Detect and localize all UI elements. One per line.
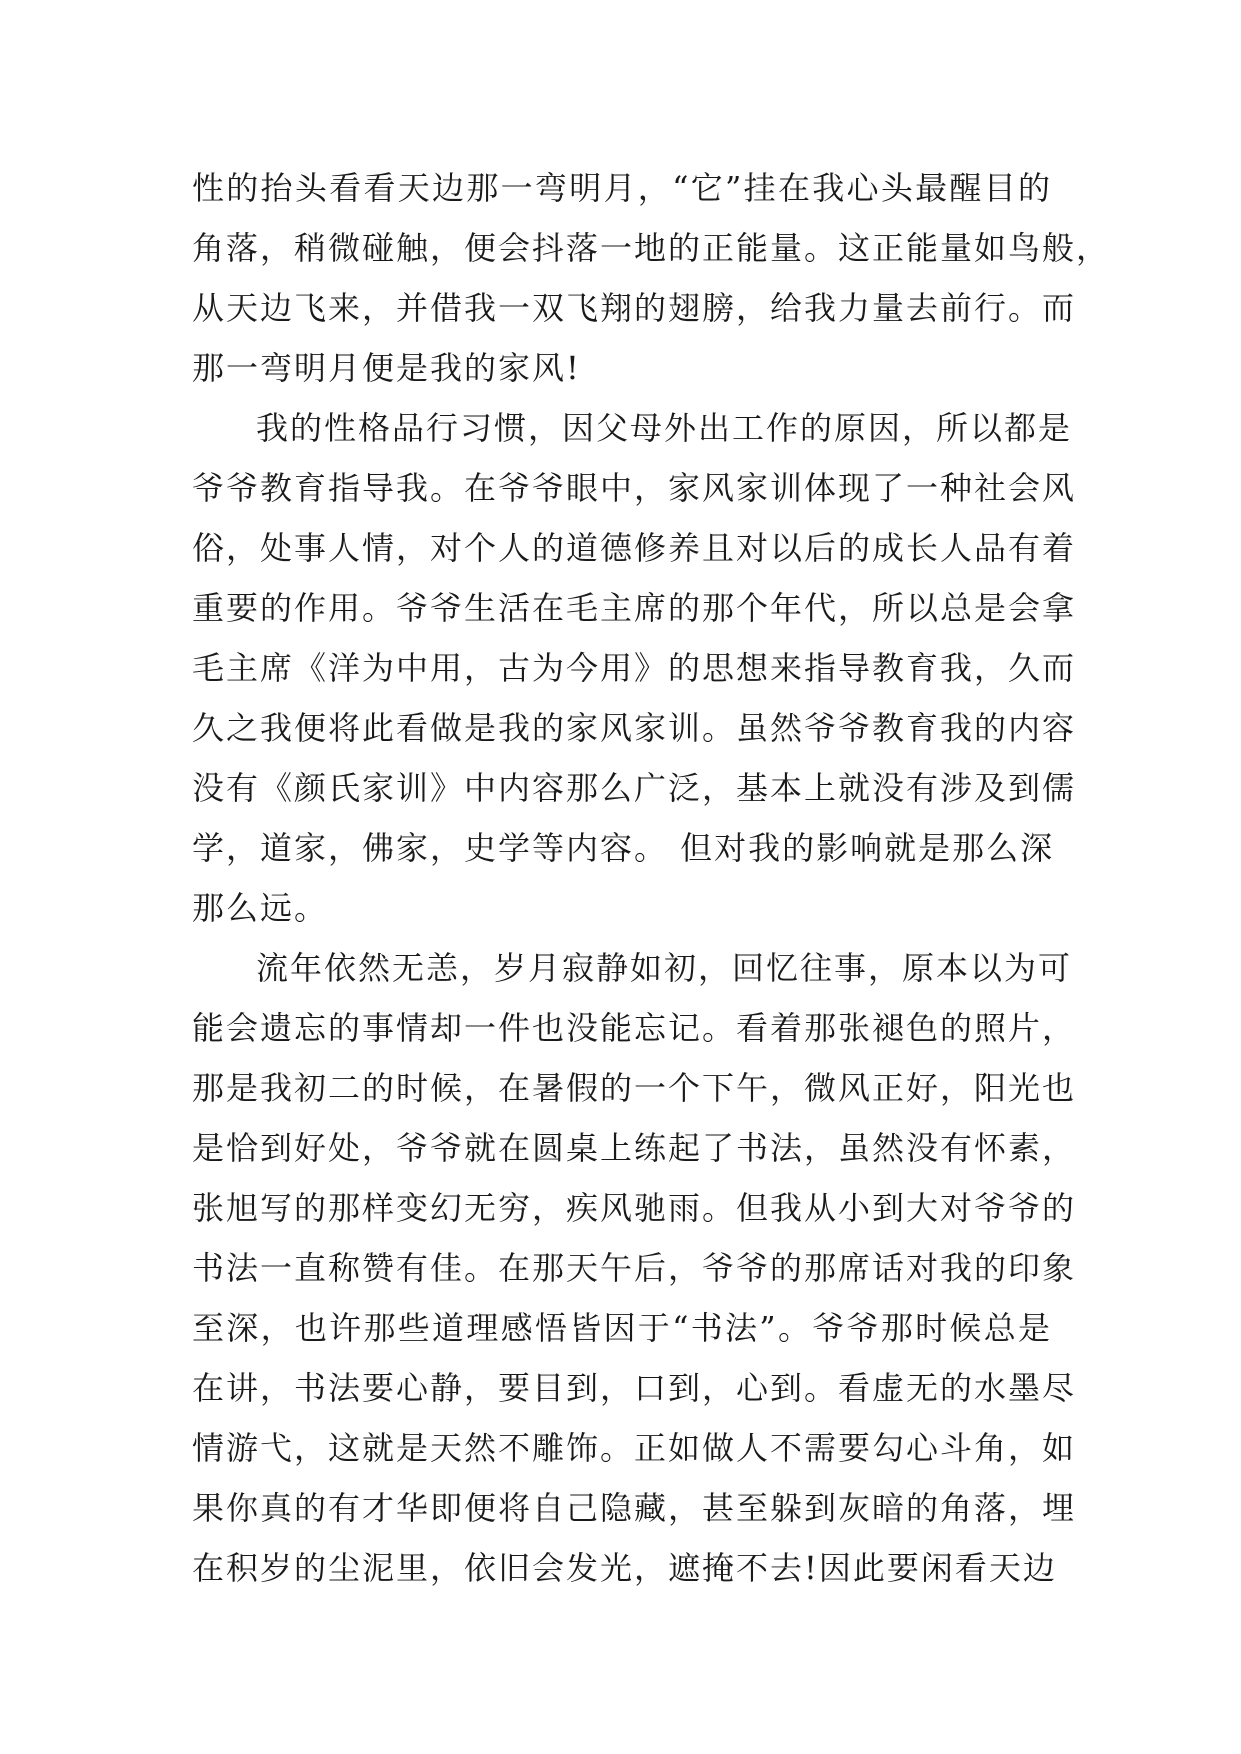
paragraph-3 — [192, 938, 1077, 1598]
text-line: 果你真的有才华即便将自己隐藏，甚至躲到灰暗的角落，埋 — [192, 1489, 1077, 1527]
text-line: 至深，也许那些道理感悟皆因于“书法”。爷爷那时候总是 — [192, 1309, 1052, 1347]
paragraph-2 — [192, 398, 1077, 938]
text-line: 没有《颜氏家训》中内容那么广泛，基本上就没有涉及到儒 — [192, 769, 1077, 807]
text-line: 流年依然无恙，岁月寂静如初，回忆往事，原本以为可 — [256, 949, 1073, 987]
text-line: 在讲，书法要心静，要目到，口到，心到。看虚无的水墨尽 — [192, 1369, 1077, 1407]
text-line: 毛主席《洋为中用，古为今用》的思想来指导教育我，久而 — [192, 649, 1077, 687]
text-line: 重要的作用。爷爷生活在毛主席的那个年代，所以总是会拿 — [192, 589, 1077, 627]
text-line: 我的性格品行习惯，因父母外出工作的原因，所以都是 — [256, 409, 1073, 447]
text-line: 那是我初二的时候，在暑假的一个下午，微风正好，阳光也 — [192, 1069, 1077, 1107]
text-line: 情游弋，这就是天然不雕饰。正如做人不需要勾心斗角，如 — [192, 1429, 1077, 1467]
text-line: 久之我便将此看做是我的家风家训。虽然爷爷教育我的内容 — [192, 709, 1077, 747]
text-line: 张旭写的那样变幻无穷，疾风驰雨。但我从小到大对爷爷的 — [192, 1189, 1077, 1227]
text-line: 那么远。 — [192, 889, 329, 927]
text-line: 角落，稍微碰触，便会抖落一地的正能量。这正能量如鸟般， — [192, 229, 1111, 267]
text-line: 从天边飞来，并借我一双飞翔的翅膀，给我力量去前行。而 — [192, 289, 1077, 327]
text-line: 是恰到好处，爷爷就在圆桌上练起了书法，虽然没有怀素， — [192, 1129, 1077, 1167]
paragraph-1 — [192, 158, 1111, 398]
text-line: 爷爷教育指导我。在爷爷眼中，家风家训体现了一种社会风 — [192, 469, 1077, 507]
text-line: 书法一直称赞有佳。在那天午后，爷爷的那席话对我的印象 — [192, 1249, 1077, 1287]
text-line: 能会遗忘的事情却一件也没能忘记。看着那张褪色的照片， — [192, 1009, 1077, 1047]
text-line: 在积岁的尘泥里，依旧会发光，遮掩不去!因此要闲看天边 — [192, 1549, 1057, 1587]
body-text — [192, 158, 1111, 1598]
text-line: 那一弯明月便是我的家风! — [192, 349, 581, 387]
text-line: 学，道家，佛家，史学等内容。 但对我的影响就是那么深 — [192, 829, 1055, 867]
text-line: 俗，处事人情，对个人的道德修养且对以后的成长人品有着 — [192, 529, 1077, 567]
text-line: 性的抬头看看天边那一弯明月，“它”挂在我心头最醒目的 — [192, 169, 1052, 207]
